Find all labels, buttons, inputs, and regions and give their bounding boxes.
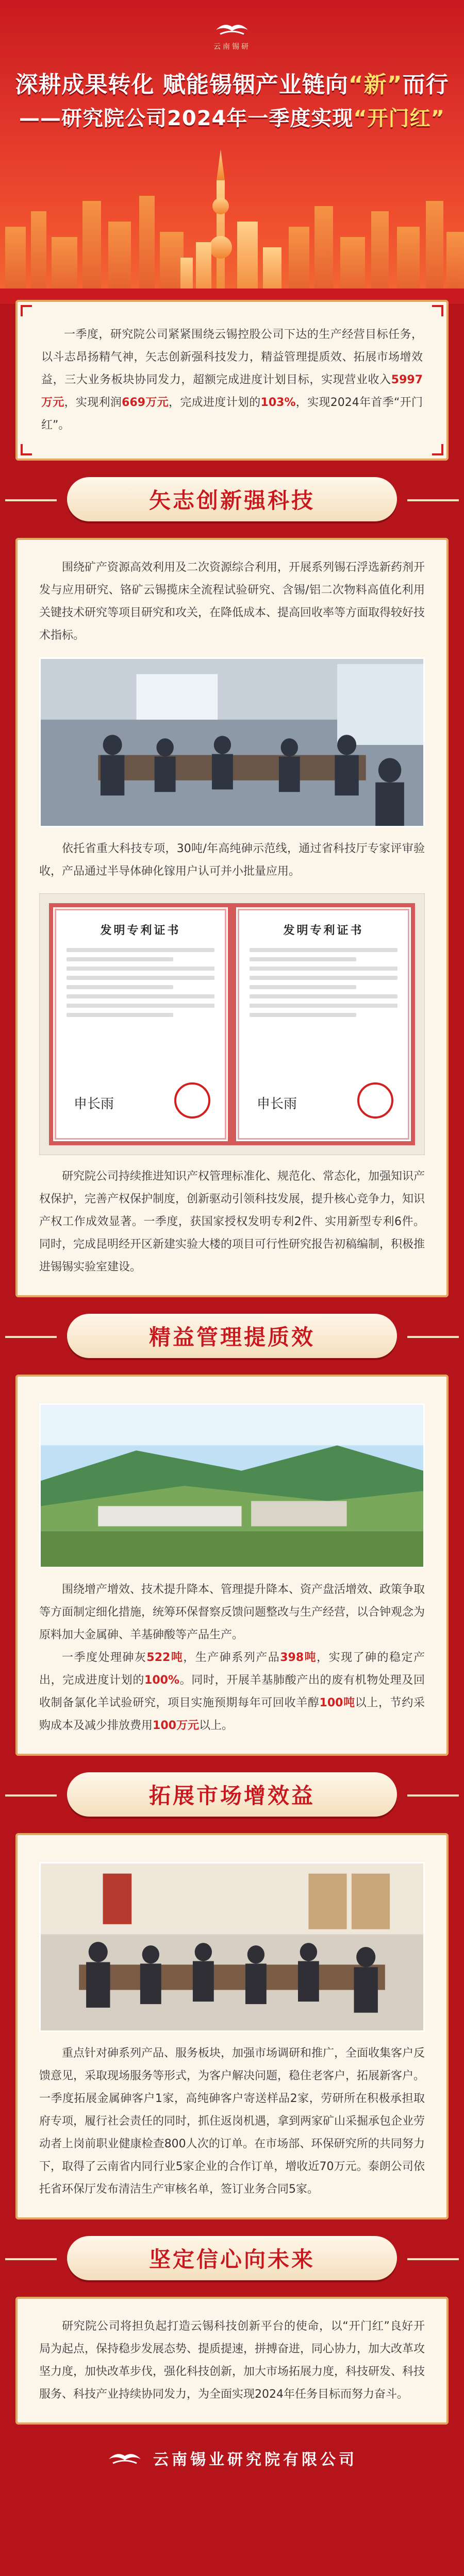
s2-text-a: 一季度处理砷灰	[62, 1651, 147, 1664]
arsenic-product-amount: 398吨	[280, 1651, 317, 1664]
title-line1-highlight: “新”	[348, 72, 403, 98]
cert-line	[250, 1013, 356, 1017]
section3-paragraph1: 重点针对砷系列产品、服务板块，加强市场调研和推广，全面收集客户反馈意见，采取现场服务等形式，为客户解决问题，稳住老客户，拓展新客户。一季度拓展金属砷客户1家，高纯砷客户寄送样品2家，劳研所在积极承担取府专项，履行社会责任的同时，抓住返岗机遇，拿到两家矿山采掘承包企业劳动者上岗前职业健康检查800人次的订单。在市场部、环保研究所的共同努力下，取得了云南省内同行业5家企业的合作订单，增收近70万元。泰朗公司依托省环保厅发布清洁生产审核名单，签订业务合同5家。	[39, 2047, 425, 2196]
company-logo-icon	[107, 2447, 143, 2469]
panel-corner	[432, 444, 443, 455]
patent-certificates	[39, 893, 425, 1155]
section-title-market	[0, 1756, 464, 1833]
s2-text-b: ，生产砷系列产品	[183, 1651, 280, 1664]
s2-text-c: ，实现了砷的稳定产出，完成进度计划的	[39, 1651, 425, 1687]
certificate-title: 发明专利证书	[100, 924, 181, 937]
city-skyline-illustration	[0, 149, 464, 304]
intro-panel	[15, 300, 449, 461]
revenue-value: 5997万元	[41, 374, 423, 409]
section2-panel	[15, 1375, 449, 1756]
section3-panel	[15, 1833, 449, 2219]
completion-percent: 103%	[260, 396, 296, 409]
section-title-innovation	[0, 461, 464, 538]
section1-title: 矢志创新强科技	[148, 488, 315, 513]
office-meeting-photo	[39, 1862, 425, 2032]
cert-line	[67, 1004, 214, 1008]
cost-savings: 100万元	[153, 1719, 199, 1732]
s2-text-d: 。同时，开展羊基肺酸产出的废有机物处理及回收制备氯化羊试验研究，项目实施预期每年可回收羊醇	[39, 1674, 425, 1709]
office-meeting-image	[41, 1863, 423, 2030]
s2-text-e: 以上，节约采购成本及减少排放费用	[39, 1697, 425, 1732]
section3-title: 拓展市场增效益	[148, 1783, 315, 1808]
profit-value: 669万元	[122, 396, 169, 409]
section4-paragraph1: 研究院公司将担负起打造云锡科技创新平台的使命，以“开门红”良好开局为起点，保持稳步发展态势、提质提速，拼搏奋进，同心协力，加大改革攻坚力度，加快改革步伐，强化科技创新，加大市场拓展力度，科技研发、科技服务、科技产业持续协同发力，为全面实现2024年任务目标而努力奋斗。	[39, 2320, 425, 2401]
section2-title: 精益管理提质效	[148, 1325, 315, 1350]
header-logo-text: 云南锡研	[213, 43, 251, 51]
panel-corner	[21, 305, 32, 316]
intro-text-1: 一季度，研究院公司紧紧围绕云锡控股公司下达的生产经营目标任务，以斗志昂扬精气神，矢志创新强科技发力，精益管理提质效、拓展市场增效益，三大业务板块协同发力，超额完成进度计划目标，实现营业收入	[41, 328, 423, 386]
cert-line	[67, 967, 214, 971]
certificate-signature: 申长雨	[257, 1096, 297, 1112]
cert-line	[250, 976, 397, 980]
cert-line	[250, 967, 397, 971]
section2-paragraph2	[39, 1647, 425, 1737]
official-seal-icon	[174, 1082, 210, 1118]
factory-landscape-image	[41, 1405, 423, 1567]
certificate-title: 发明专利证书	[283, 924, 364, 937]
meeting-room-image	[41, 659, 423, 826]
cert-line	[250, 948, 397, 952]
header-banner	[0, 0, 464, 304]
footer	[0, 2425, 464, 2492]
recovery-amount: 100吨	[319, 1697, 355, 1709]
header-title-line2	[0, 102, 464, 131]
meeting-photo	[39, 657, 425, 827]
section-banner	[67, 1314, 397, 1358]
cert-line	[250, 994, 397, 998]
certificate-signature: 申长雨	[74, 1096, 114, 1112]
intro-text-4: ，实现2024年首季“开门红”。	[41, 396, 423, 432]
cert-line	[67, 948, 214, 952]
cert-line	[250, 957, 356, 961]
panel-corner	[432, 305, 443, 316]
section-title-management	[0, 1297, 464, 1375]
cert-line	[67, 976, 214, 980]
official-seal-icon	[357, 1082, 393, 1118]
intro-text-3: ，完成进度计划的	[169, 396, 261, 409]
section1-paragraph1: 围绕矿产资源高效利用及二次资源综合利用，开展系列锡石浮选新药剂开发与应用研究、铬矿云锡揽床全流程试验研究、含锡/铝二次物料高值化利用关键技术研究等项目研究和攻关，在降低成本、提高回收率等方面取得较好技术指标。	[39, 561, 425, 642]
arsenic-ash-amount: 522吨	[146, 1651, 184, 1664]
plan-completion: 100%	[144, 1674, 179, 1687]
header-title-line1	[0, 66, 464, 99]
title-line2-highlight: “开门红”	[353, 107, 445, 130]
cert-line	[67, 985, 173, 989]
section-banner	[67, 477, 397, 521]
section4-title: 坚定信心向未来	[148, 2247, 315, 2272]
title-line1-end: 而行	[402, 72, 449, 98]
section1-panel	[15, 538, 449, 1297]
section-banner	[67, 1772, 397, 1817]
title-line2-text: ——研究院公司2024年一季度实现	[19, 107, 354, 130]
patent-certificate	[49, 903, 232, 1145]
patent-certificate	[232, 903, 415, 1145]
cert-line	[250, 985, 356, 989]
panel-corner	[21, 444, 32, 455]
s2-text-f: 以上。	[198, 1719, 233, 1732]
cert-line	[67, 994, 214, 998]
intro-text-2: ，实现利润	[64, 396, 122, 409]
intro-paragraph	[41, 324, 423, 437]
cert-line	[67, 1013, 173, 1017]
company-logo-icon	[214, 19, 250, 39]
section4-panel	[15, 2297, 449, 2425]
section1-paragraph3: 研究院公司持续推进知识产权管理标准化、规范化、常态化，加强知识产权保护，完善产权保护制度，创新驱动引领科技发展，提升核心竞争力，知识产权工作成效显著。一季度，获国家授权发明专利2件、实用新型专利6件。同时，完成昆明经开区新建实验大楼的项目可行性研究报告初稿编制，积极推进锡锡实验室建设。	[39, 1170, 425, 1274]
header-logo	[192, 19, 272, 55]
section2-paragraph1: 围绕增产增效、技术提升降本、管理提升降本、资产盘活增效、政策争取等方面制定细化措施，统筹环保督察反馈问题整改与生产经营，以合钟观念为原料加大金属砷、羊基砷酸等产品生产。	[39, 1583, 425, 1641]
footer-company-name: 云南锡业研究院有限公司	[153, 2451, 357, 2469]
cert-line	[67, 957, 173, 961]
section-banner	[67, 2236, 397, 2280]
cert-line	[250, 1004, 397, 1008]
section-title-future	[0, 2219, 464, 2297]
factory-photo	[39, 1403, 425, 1568]
section1-paragraph2: 依托省重大科技专项，30吨/年高纯砷示范线，通过省科技厅专家评审验收，产品通过半导体砷化镓用户认可并小批量应用。	[39, 842, 425, 878]
title-line1-text: 深耕成果转化 赋能锡铟产业链向	[15, 72, 349, 98]
